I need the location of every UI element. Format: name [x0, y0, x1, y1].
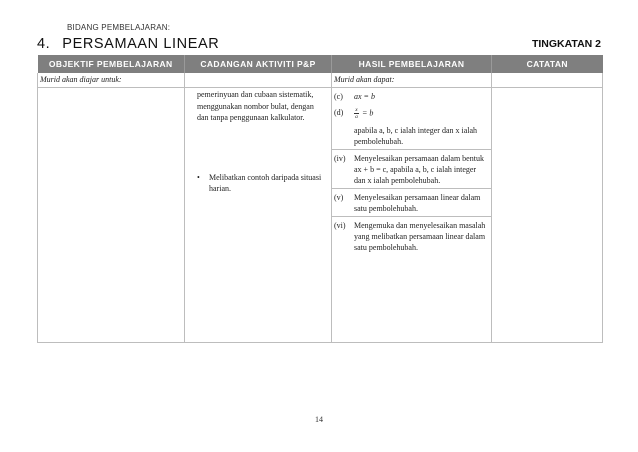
- table-subheader-row: [38, 73, 603, 88]
- page-number: 14: [315, 415, 323, 424]
- hasil-item-vi: [332, 217, 491, 255]
- hasil-condition: [332, 122, 491, 150]
- topic-number: 4.: [37, 36, 51, 52]
- topic-title: PERSAMAAN LINEAR: [62, 36, 220, 52]
- table-row: [38, 88, 603, 343]
- header-hasil: HASIL PEMBELAJARAN: [332, 55, 492, 73]
- fraction: [354, 107, 359, 120]
- item-text: Mengemuka dan menyelesaikan masalah yang melibatkan persamaan linear dalam satu pembolehubah.: [354, 221, 486, 252]
- aktiviti-paragraph: pemerinyuan dan cubaan sistematik, menggunakan nombor bulat, dengan dan tanpa penggunaan kalkulator.: [197, 90, 314, 122]
- form-level: TINGKATAN 2: [531, 38, 601, 50]
- item-label: (c): [334, 92, 343, 101]
- equation-x-over-a: [354, 107, 487, 120]
- hasil-item-iv: [332, 150, 491, 189]
- syllabus-table: [37, 55, 603, 343]
- header-aktiviti: CADANGAN AKTIVITI P&P: [185, 55, 332, 73]
- hasil-intro: Murid akan dapat:: [332, 73, 492, 88]
- item-label: (iv): [334, 154, 346, 163]
- aktiviti-bullet-item: [197, 172, 325, 195]
- hasil-item-c: [332, 88, 491, 104]
- table-header-row: [38, 55, 603, 73]
- page-title: [37, 36, 219, 52]
- fraction-denominator: a: [355, 114, 358, 120]
- catatan-intro-empty: [492, 73, 603, 88]
- aktiviti-cell: [185, 88, 332, 343]
- fraction-rhs: = b: [362, 108, 374, 118]
- hasil-item-v: [332, 189, 491, 217]
- bullet-text: Melibatkan contoh daripada situasi harian.: [209, 172, 322, 193]
- item-text: Menyelesaikan persamaan dalam bentuk ax + b = c, apabila a, b, c ialah integer dan x ialah pembolehubah.: [354, 154, 484, 185]
- item-text: Menyelesaikan persamaan linear dalam satu pembolehubah.: [354, 193, 481, 213]
- item-label: (d): [334, 108, 344, 117]
- item-label: (v): [334, 193, 344, 202]
- hasil-item-d: [332, 104, 491, 122]
- aktiviti-intro-empty: [185, 73, 332, 88]
- fraction-numerator: x: [355, 107, 358, 113]
- section-kicker: BIDANG PEMBELAJARAN:: [67, 23, 171, 32]
- bullet-icon: •: [197, 172, 200, 182]
- equation-ax-b: ax = b: [354, 92, 375, 101]
- objektif-intro: Murid akan diajar untuk:: [38, 73, 185, 88]
- item-label: (vi): [334, 221, 346, 230]
- catatan-cell: [492, 88, 603, 343]
- hasil-cell: [332, 88, 492, 343]
- header-objektif: OBJEKTIF PEMBELAJARAN: [38, 55, 185, 73]
- header-catatan: CATATAN: [492, 55, 603, 73]
- objektif-cell: [38, 88, 185, 343]
- condition-text: apabila a, b, c ialah integer dan x ialah pembolehubah.: [354, 126, 478, 146]
